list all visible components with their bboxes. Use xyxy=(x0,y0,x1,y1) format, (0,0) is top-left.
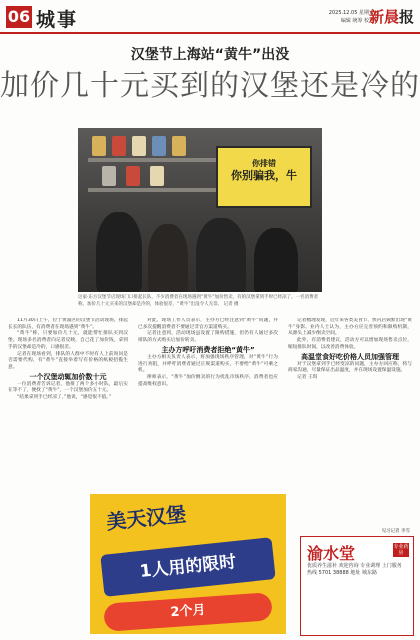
paragraph: 此外，有消费者建议，活动方可以增加现场售卖点位，缩短排队时间，以改善消费体验。 xyxy=(288,338,412,350)
section-name: 城事 xyxy=(36,9,79,31)
paragraph: “结果拿到手已经凉了，”他说，“感觉很不值。” xyxy=(17,395,112,401)
article-photo xyxy=(78,128,322,292)
ad-tag: 专业药房 xyxy=(393,544,409,556)
article-column-2 xyxy=(138,318,278,488)
paragraph: 记者 王琪 xyxy=(297,374,318,380)
product-box xyxy=(112,136,126,156)
ad-banner-line-3: 2个月 xyxy=(103,592,273,632)
page-header xyxy=(0,0,420,34)
article-headline: 加价几十元买到的汉堡还是冷的 xyxy=(0,68,420,102)
paragraph: 11月30日上午，位于黄浦区的汉堡节活动现场，排起长长的队伍，有消费者在现场遇到“黄牛”。 xyxy=(8,318,128,330)
editor-line: 编辑 统筹 校对 xyxy=(340,18,374,24)
sign-line-2: 你别骗我，牛 xyxy=(231,169,297,182)
newspaper-brand xyxy=(369,6,414,27)
classified-ad xyxy=(300,536,414,636)
product-box xyxy=(102,166,116,186)
date-line: 2025.12.05 星期五 xyxy=(328,10,374,16)
person-silhouette xyxy=(148,224,188,292)
paragraph: 主办方相关负责人表示，将加强现场秩序管理，对“黄牛”行为进行劝阻，并呼吁消费者通过正规渠道购买，不要给“黄牛”可乘之机。 xyxy=(138,354,278,374)
ad-banner xyxy=(90,494,286,634)
article-column-3 xyxy=(288,318,412,524)
sign-line-1: 你排错 xyxy=(252,159,276,168)
brand-part-a: 新晨 xyxy=(368,8,399,26)
editor-credit: 见习记者 李雪 xyxy=(381,529,410,534)
paragraph: 对此，现场工作人员表示，主办方已经注意到“黄牛”问题，并已多次提醒消费者不要通过非官方渠道购买。 xyxy=(138,318,278,330)
section-heading: 主办方呼吁消费者拒绝“黄牛” xyxy=(161,345,255,354)
ad-title: 渝水堂 xyxy=(307,544,356,563)
paragraph: 记者注意到，活动现场虽设置了限购措施，但仍有人通过多次排队的方式购买后加价转卖。 xyxy=(138,331,278,344)
person-silhouette xyxy=(254,228,298,292)
product-box xyxy=(172,136,186,156)
paragraph: 律师表示，“黄牛”加价倒卖的行为扰乱市场秩序，消费者也应提高维权意识。 xyxy=(138,374,278,387)
person-silhouette xyxy=(196,218,246,292)
article-subhead: 汉堡节上海站“黄牛”出没 xyxy=(130,47,290,63)
ad-text: 优质养生滋补 欢迎咨询 专业调理 上门服务 热线 5701 38888 地址 城东路 xyxy=(307,563,402,576)
person-silhouette xyxy=(96,212,142,292)
product-box xyxy=(152,136,166,156)
product-box xyxy=(132,136,146,156)
brand-part-b: 报 xyxy=(398,8,414,26)
photo-caption: 这家·东方汉堡节店现场门口排起长队，不少消费者在现场遇到“黄牛”加价售卖，有的汉堡拿到手时已经凉了。一名消费者称，加价几十元买来的汉堡却是冷的，体验很差，“黄牛”出没令人无奈。 记者 摄 xyxy=(78,295,319,307)
paragraph: 记者在现场看到，排队的人群中不时有人上前询问是否需要代购，有“黄牛”直接举着写有价格的纸板招揽生意。 xyxy=(8,351,128,370)
paragraph: 记者梳理发现，近年来各类美食节、快闪店频繁出现“黄牛”身影。业内人士认为，主办方应完善预约和限购机制，从源头上减少倒卖空间。 xyxy=(288,318,412,337)
product-box xyxy=(150,166,164,186)
paragraph: “黄牛”称，只要加价几十元，就能帮忙排队买到汉堡。现场多名消费者向记者反映，自己花了加价钱，拿到手的汉堡却是冷的，口感很差。 xyxy=(8,331,128,350)
paragraph: 一位消费者告诉记者，他排了两个多小时队，最后实在等不了，便找了“黄牛”，一个汉堡加价五十元。 xyxy=(8,381,128,394)
section-heading: 高温堂食好吃价格人员加强管理 xyxy=(301,352,399,361)
section-heading: 一个汉堡动辄加价数十元 xyxy=(29,372,107,381)
date-meta xyxy=(329,9,374,25)
product-box xyxy=(92,136,106,156)
product-box xyxy=(126,166,140,186)
ad-banner-line-1: 美天汉堡 xyxy=(105,501,188,535)
paragraph: 对于汉堡拿到手已经变凉的问题，主办方回应称，将与商家沟通，尽量保证出品温度，并在现场设置保温设施。 xyxy=(288,361,412,374)
header-rule xyxy=(0,32,420,34)
queue-sign xyxy=(216,146,312,208)
ad-banner-line-2: 1人用的限时 xyxy=(100,537,275,597)
section-number: 06 xyxy=(7,7,31,26)
